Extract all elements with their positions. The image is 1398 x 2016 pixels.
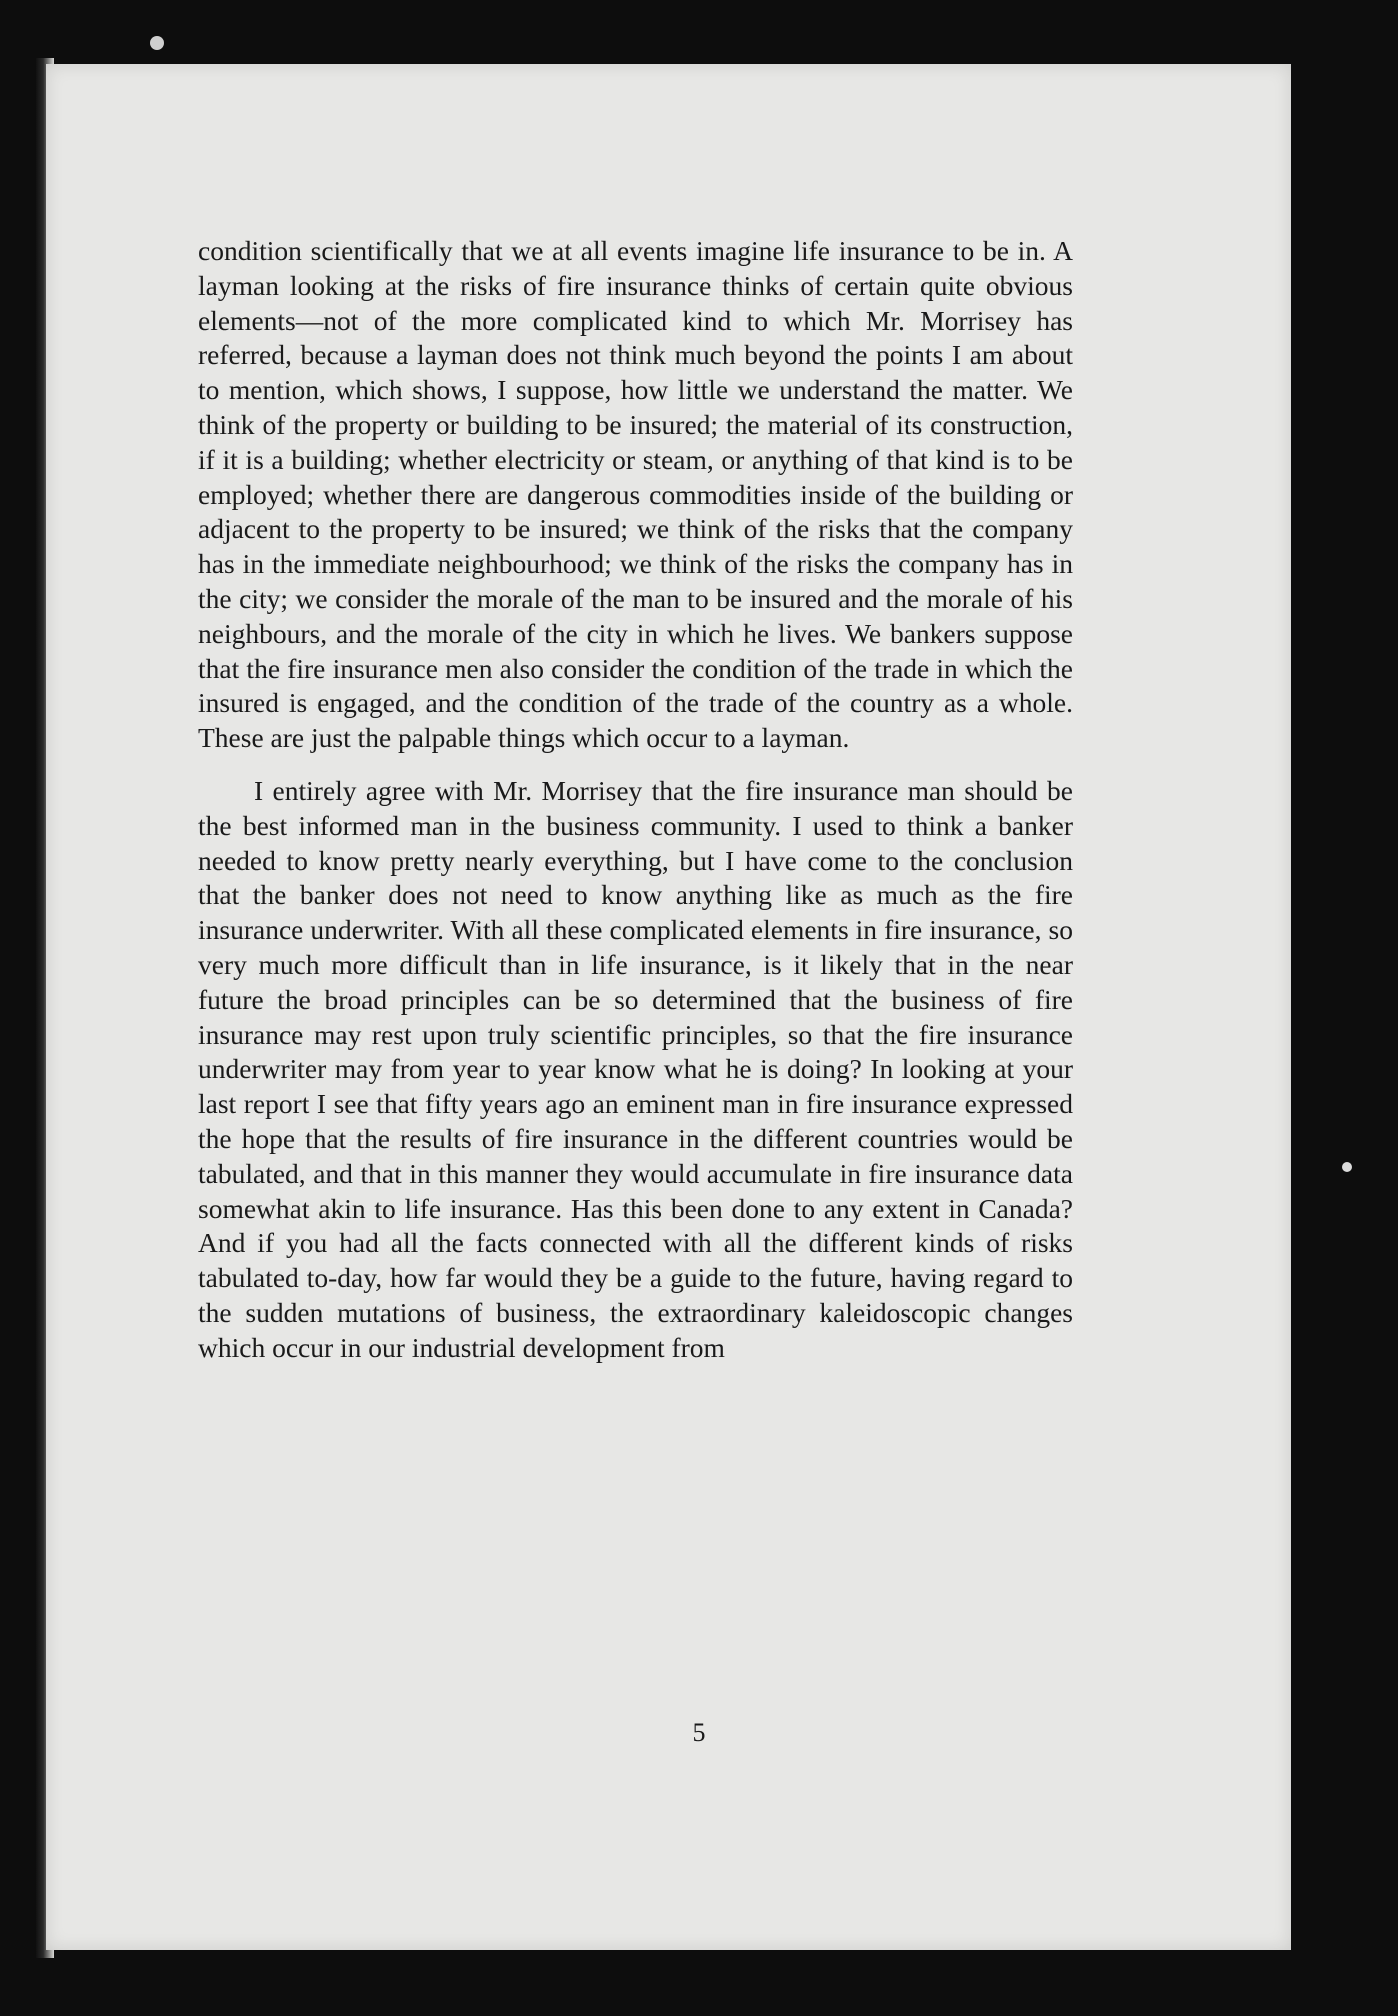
page-number: 5 — [692, 1718, 706, 1747]
paragraph-1: condition scientifically that we at all events imagine life insurance to be in. A layman looking at the risks of fire insurance thinks of certain quite obvious elements—not of the more complicated kind to which Mr. Morrisey has referred, because a layman does not think much beyond the points I am about to mention, which shows, I suppose, how little we understand the matter. We think of the property or building to be insured; the material of its construction, if it is a building; whether electricity or steam, or anything of that kind is to be employed; whether there are dangerous commodities inside of the building or adjacent to the property to be insured; we think of the risks that the company has in the immediate neighbourhood; we think of the risks the company has in the city; we consider the morale of the man to be insured and the morale of his neighbours, and the morale of the city in which he lives. We bankers suppose that the fire insurance men also consider the condition of the trade in which the insured is engaged, and the condition of the trade of the country as a whole. These are just the palpable things which occur to a layman. — [198, 235, 1073, 754]
scan-speck — [150, 36, 164, 50]
paragraph-2: I entirely agree with Mr. Morrisey that the fire insurance man should be the best informed man in the business community. I used to think a banker needed to know pretty nearly everything, but I have come to the conclusion that the banker does not need to know anything like as much as the fire insurance underwriter. With all these complicated elements in fire insurance, so very much more difficult than in life insurance, is it likely that in the near future the broad principles can be so determined that the business of fire insurance may rest upon truly scientific principles, so that the fire insurance underwriter may from year to year know what he is doing? In looking at your last report I see that fifty years ago an eminent man in fire insurance expressed the hope that the results of fire insurance in the different countries would be tabulated, and that in this manner they would accumulate in fire insurance data somewhat akin to life insurance. Has this been done to any extent in Canada? And if you had all the facts connected with all the different kinds of risks tabulated to-day, how far would they be a guide to the future, having regard to the sudden mutations of business, the extraordinary kaleidoscopic changes which occur in our industrial development from — [198, 774, 1073, 1363]
scan-speck — [1342, 1162, 1352, 1172]
body-text — [198, 234, 1073, 1366]
